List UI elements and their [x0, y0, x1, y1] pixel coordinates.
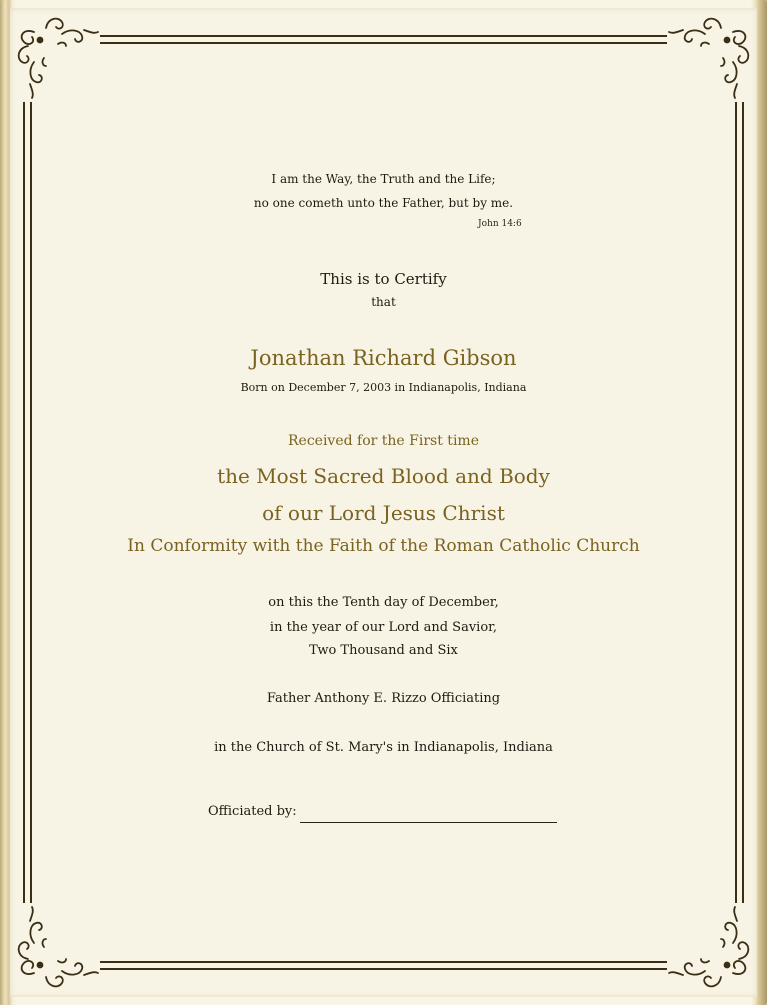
- date-line-3: Two Thousand and Six: [309, 643, 458, 658]
- corner-flourish-icon: [667, 19, 748, 102]
- corner-flourish-icon: [667, 903, 748, 986]
- sacrament-line-1: the Most Sacred Blood and Body: [217, 464, 550, 488]
- corner-flourish-icon: [19, 903, 100, 986]
- officiant-text: Father Anthony E. Rizzo Officiating: [266, 691, 501, 706]
- date-line-2: in the year of our Lord and Savior,: [269, 620, 498, 635]
- signature-label: Officiated by:: [208, 804, 297, 819]
- recipient-name: Jonathan Richard Gibson: [250, 346, 517, 370]
- date-line-1: on this the Tenth day of December,: [268, 595, 499, 610]
- church-text: in the Church of St. Mary's in Indianapolis, Indiana: [214, 740, 553, 755]
- sacrament-line-2: of our Lord Jesus Christ: [262, 501, 505, 525]
- conformity-text: In Conformity with the Faith of the Roman Catholic Church: [127, 536, 640, 556]
- scripture-line-1: I am the Way, the Truth and the Life;: [271, 172, 496, 186]
- signature-line[interactable]: [300, 822, 557, 823]
- certify-heading: This is to Certify: [320, 270, 447, 288]
- scripture-reference: John 14:6: [478, 219, 522, 229]
- that-text: that: [371, 295, 396, 309]
- scripture-line-2: no one cometh unto the Father, but by me.: [253, 196, 514, 210]
- corner-flourish-icon: [19, 19, 100, 102]
- received-text: Received for the First time: [288, 433, 479, 449]
- birth-details: Born on December 7, 2003 in Indianapolis, Indiana: [240, 381, 527, 394]
